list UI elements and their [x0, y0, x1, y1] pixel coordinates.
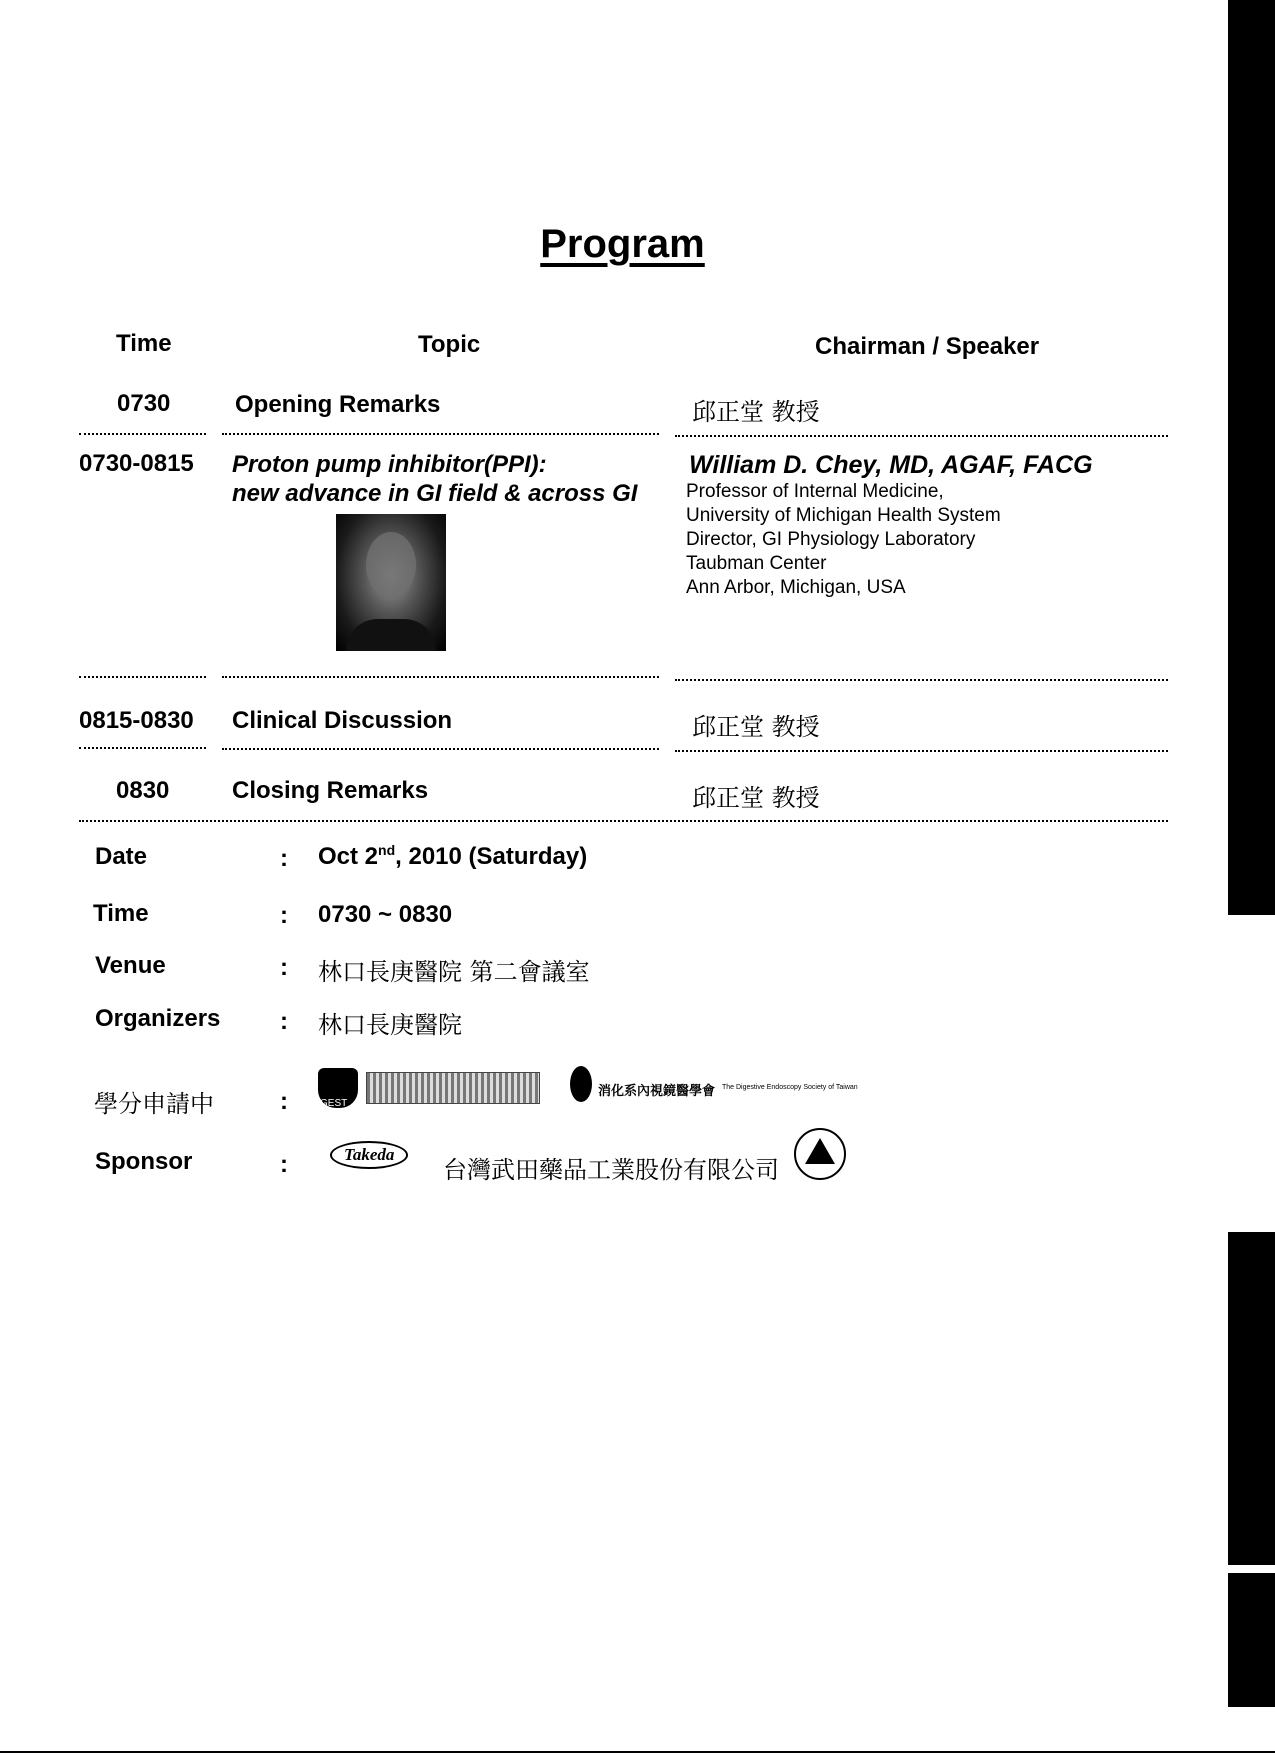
colon: : — [280, 1088, 288, 1115]
organizers-label: Organizers — [95, 1005, 221, 1032]
header-speaker: Chairman / Speaker — [815, 333, 1040, 360]
scan-bottom-line — [0, 1751, 1275, 1753]
colon: : — [280, 954, 288, 981]
speaker-photo — [336, 514, 446, 651]
sponsor-label: Sponsor — [95, 1148, 193, 1175]
society-logo-icon — [366, 1072, 540, 1104]
gest-logo-text: GEST — [320, 1098, 348, 1109]
row2-topic-line1: Proton pump inhibitor(PPI): — [232, 451, 547, 478]
organizers-value: 林口長庚醫院 — [318, 1011, 462, 1039]
divider — [79, 747, 206, 749]
header-time: Time — [116, 330, 172, 357]
header-topic: Topic — [418, 331, 481, 358]
speaker-affil-3: Director, GI Physiology Laboratory — [686, 529, 976, 550]
venue-value: 林口長庚醫院 第二會議室 — [318, 958, 590, 986]
colon: : — [280, 1151, 288, 1178]
page-title: Program — [540, 222, 705, 266]
row1-speaker: 邱正堂 教授 — [692, 398, 820, 426]
row3-speaker: 邱正堂 教授 — [692, 713, 820, 741]
divider — [79, 433, 206, 435]
colon: : — [280, 845, 288, 872]
endoscopy-seal-icon — [570, 1066, 592, 1102]
colon: : — [280, 902, 288, 929]
triangle-logo-icon — [794, 1128, 846, 1180]
row2-time: 0730-0815 — [79, 450, 194, 477]
speaker-affil-1: Professor of Internal Medicine, — [686, 481, 944, 502]
takeda-logo: Takeda — [330, 1141, 408, 1169]
row3-topic: Clinical Discussion — [232, 707, 453, 734]
speaker-affil-5: Ann Arbor, Michigan, USA — [686, 577, 906, 598]
time-label: Time — [93, 900, 149, 927]
divider — [675, 679, 1168, 681]
divider — [222, 748, 659, 750]
time-value: 0730 ~ 0830 — [318, 901, 453, 928]
row4-time: 0830 — [116, 777, 170, 804]
divider — [222, 676, 659, 678]
row2-topic-line2: new advance in GI field & across GI — [232, 480, 638, 507]
scan-edge-bar — [1228, 1232, 1275, 1707]
colon: : — [280, 1008, 288, 1035]
speaker-affil-2: University of Michigan Health System — [686, 505, 1001, 526]
date-value: Oct 2nd, 2010 (Saturday) — [318, 842, 588, 870]
speaker-name: William D. Chey, MD, AGAF, FACG — [689, 451, 1093, 479]
endoscopy-society-name: 消化系內視鏡醫學會 — [598, 1084, 716, 1099]
row4-topic: Closing Remarks — [232, 777, 429, 804]
scan-edge-bar — [1228, 0, 1275, 915]
divider — [79, 676, 206, 678]
row1-topic: Opening Remarks — [235, 391, 441, 418]
credit-label: 學分申請中 — [94, 1090, 214, 1118]
sponsor-value: 台灣武田藥品工業股份有限公司 — [443, 1156, 779, 1184]
divider — [222, 433, 659, 435]
row4-speaker: 邱正堂 教授 — [692, 784, 820, 812]
scan-mark — [1225, 1565, 1275, 1573]
divider — [675, 435, 1168, 437]
divider — [79, 820, 1168, 822]
speaker-affil-4: Taubman Center — [686, 553, 827, 574]
date-label: Date — [95, 843, 148, 870]
row1-time: 0730 — [117, 390, 171, 417]
divider — [675, 750, 1168, 752]
endoscopy-society-en: The Digestive Endoscopy Society of Taiwan — [722, 1084, 858, 1091]
row3-time: 0815-0830 — [79, 707, 194, 734]
venue-label: Venue — [95, 952, 166, 979]
